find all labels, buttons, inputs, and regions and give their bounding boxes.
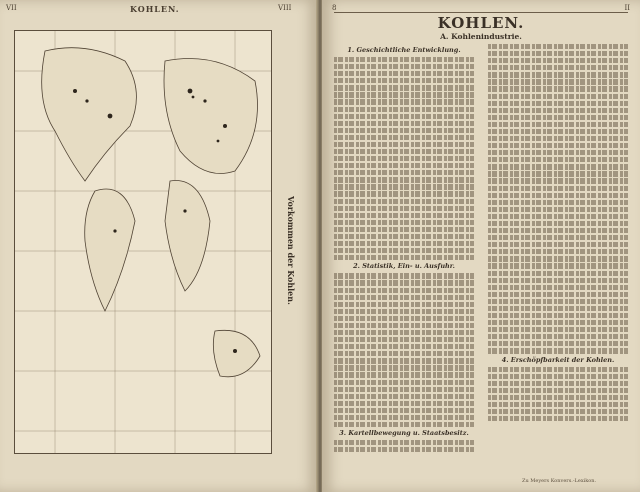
section-heading: 2. Statistik, Ein- u. Ausfuhr. [353, 262, 455, 271]
text-column-right [488, 44, 628, 423]
section-heading: 4. Erschöpfbarkeit der Kohlen. [501, 355, 615, 364]
section-heading: 1. Geschichtliche Entwicklung. [347, 46, 461, 54]
map-drawing [15, 31, 271, 453]
left-marker: VIII [278, 4, 292, 12]
right-page-number-right: II [624, 4, 630, 12]
map-title: Vorkommen der Kohlen. [286, 195, 296, 305]
left-running-title: KOHLEN. [130, 4, 180, 14]
right-page [322, 0, 640, 492]
world-map [14, 30, 272, 454]
left-page-number: VII [6, 4, 17, 12]
section-heading: 3. Kartellbewegung u. Staatsbesitz. [339, 429, 469, 438]
right-page-number-left: 8 [332, 4, 337, 12]
footnote: Zu Meyers Konvers.-Lexikon. [522, 478, 597, 484]
header-rule [334, 12, 628, 13]
left-page [0, 0, 318, 492]
page-subtitle: A. Kohlenindustrie. [440, 32, 522, 41]
page-title: KOHLEN. [437, 14, 525, 32]
text-column-left [334, 44, 474, 454]
